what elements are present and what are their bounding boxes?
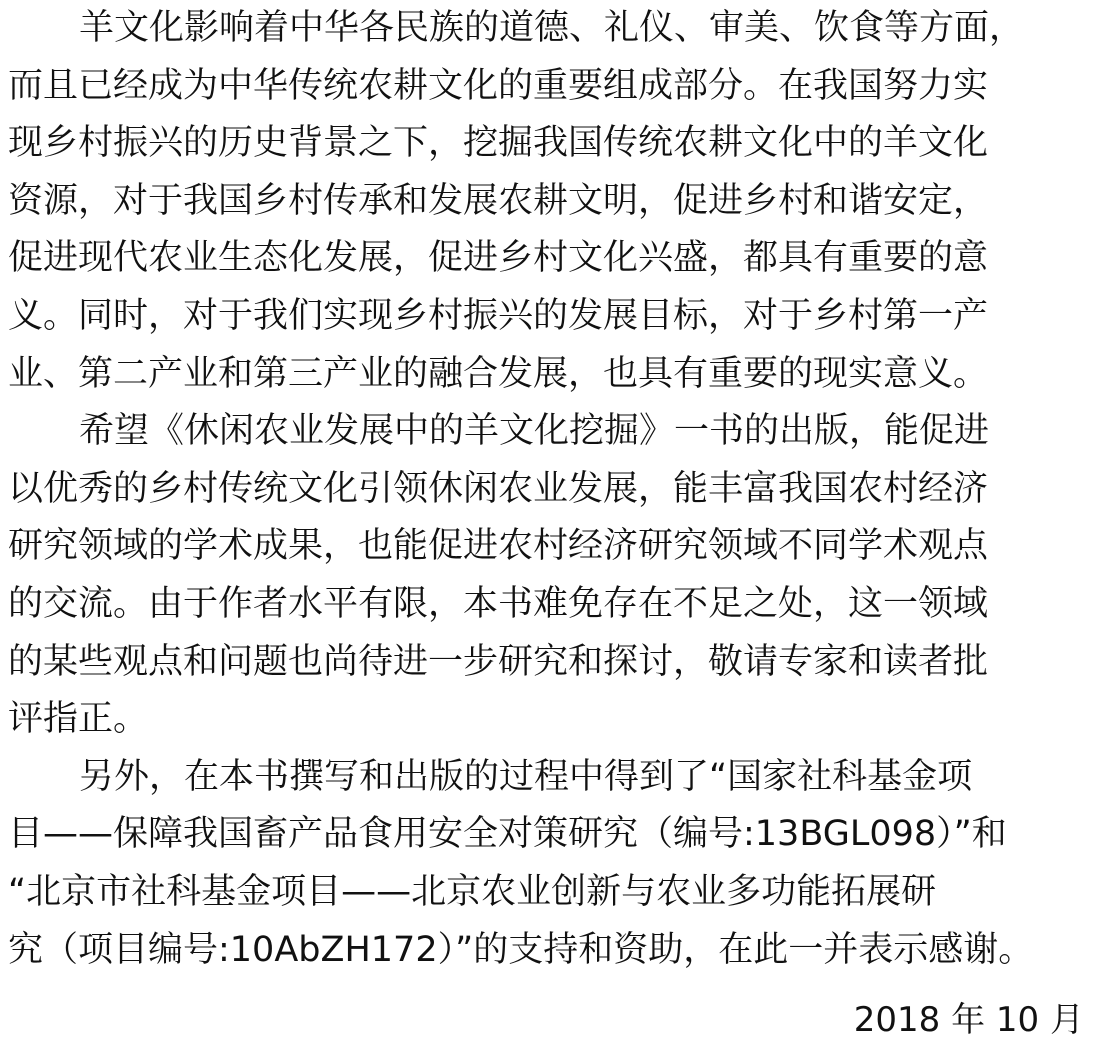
text-line: “北京市社科基金项目——北京农业创新与农业多功能拓展研 (8, 871, 937, 912)
text-line: 现乡村振兴的历史背景之下，挖掘我国传统农耕文化中的羊文化 (8, 123, 989, 164)
text-line: 究（项目编号:10AbZH172）”的支持和资助，在此一并表示感谢。 (8, 929, 1034, 970)
text-line: 的某些观点和问题也尚待进一步研究和探讨，敬请专家和读者批 (8, 641, 989, 682)
text-line: 义。同时，对于我们实现乡村振兴的发展目标，对于乡村第一产 (8, 295, 989, 336)
text-line: 羊文化影响着中华各民族的道德、礼仪、审美、饮食等方面， (79, 8, 1025, 48)
text-line: 希望《休闲农业发展中的羊文化挖掘》一书的出版，能促进 (79, 411, 990, 452)
text-line: 资源，对于我国乡村传承和发展农耕文明，促进乡村和谐安定， (8, 180, 989, 221)
text-line: 促进现代农业生态化发展，促进乡村文化兴盛，都具有重要的意 (8, 238, 989, 279)
text-line: 评指正。 (8, 699, 149, 740)
text-line: 而且已经成为中华传统农耕文化的重要组成部分。在我国努力实 (8, 65, 989, 106)
text-line: 研究领域的学术成果，也能促进农村经济研究领域不同学术观点 (8, 526, 989, 567)
text-line: 目——保障我国畜产品食用安全对策研究（编号:13BGL098）”和 (8, 814, 1007, 855)
text-line: 的交流。由于作者水平有限，本书难免存在不足之处，这一领域 (8, 583, 989, 624)
text-line: 另外，在本书撰写和出版的过程中得到了“国家社科基金项 (79, 756, 973, 797)
preface-text (8, 0, 1088, 979)
signature-date: 2018 年 10 月 (853, 1000, 1084, 1040)
text-line: 以优秀的乡村传统文化引领休闲农业发展，能丰富我国农村经济 (8, 468, 989, 509)
text-line: 业、第二产业和第三产业的融合发展，也具有重要的现实意义。 (8, 353, 989, 394)
